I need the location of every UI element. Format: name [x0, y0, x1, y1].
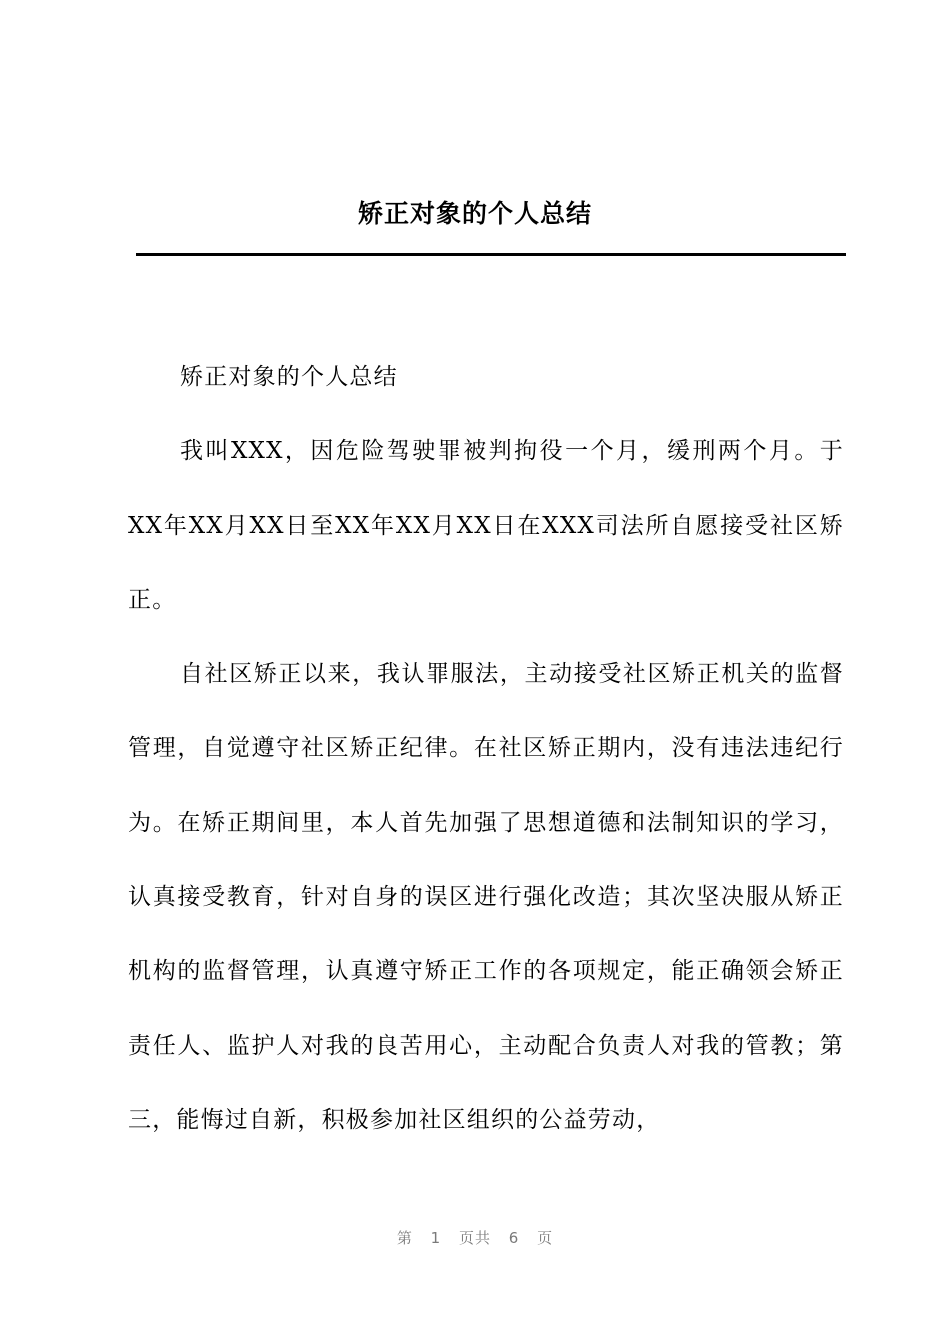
- paragraph-intro: 我叫XXX，因危险驾驶罪被判拘役一个月，缓刑两个月。于XX年XX月XX日至XX年XX月XX日在XXX司法所自愿接受社区矫正。: [128, 438, 844, 613]
- paragraph-heading: 矫正对象的个人总结: [180, 364, 398, 390]
- footer-current-page: 1: [430, 1229, 442, 1247]
- document-body: [128, 340, 844, 1157]
- footer-middle: 页共: [458, 1229, 491, 1247]
- title-underline: [136, 253, 846, 256]
- page-footer: [0, 1228, 950, 1248]
- document-title: 矫正对象的个人总结: [357, 199, 592, 228]
- footer-total-pages: 6: [508, 1229, 520, 1247]
- footer-suffix: 页: [537, 1229, 554, 1247]
- paragraph-summary: 自社区矫正以来，我认罪服法，主动接受社区矫正机关的监督管理，自觉遵守社区矫正纪律。在社区矫正期内，没有违法违纪行为。在矫正期间里，本人首先加强了思想道德和法制知识的学习，认真接受教育，针对自身的误区进行强化改造；其次坚决服从矫正机构的监督管理，认真遵守矫正工作的各项规定，能正确领会矫正责任人、监护人对我的良苦用心，主动配合负责人对我的管教；第三，能悔过自新，积极参加社区组织的公益劳动，: [128, 661, 844, 1133]
- footer-prefix: 第: [396, 1229, 413, 1247]
